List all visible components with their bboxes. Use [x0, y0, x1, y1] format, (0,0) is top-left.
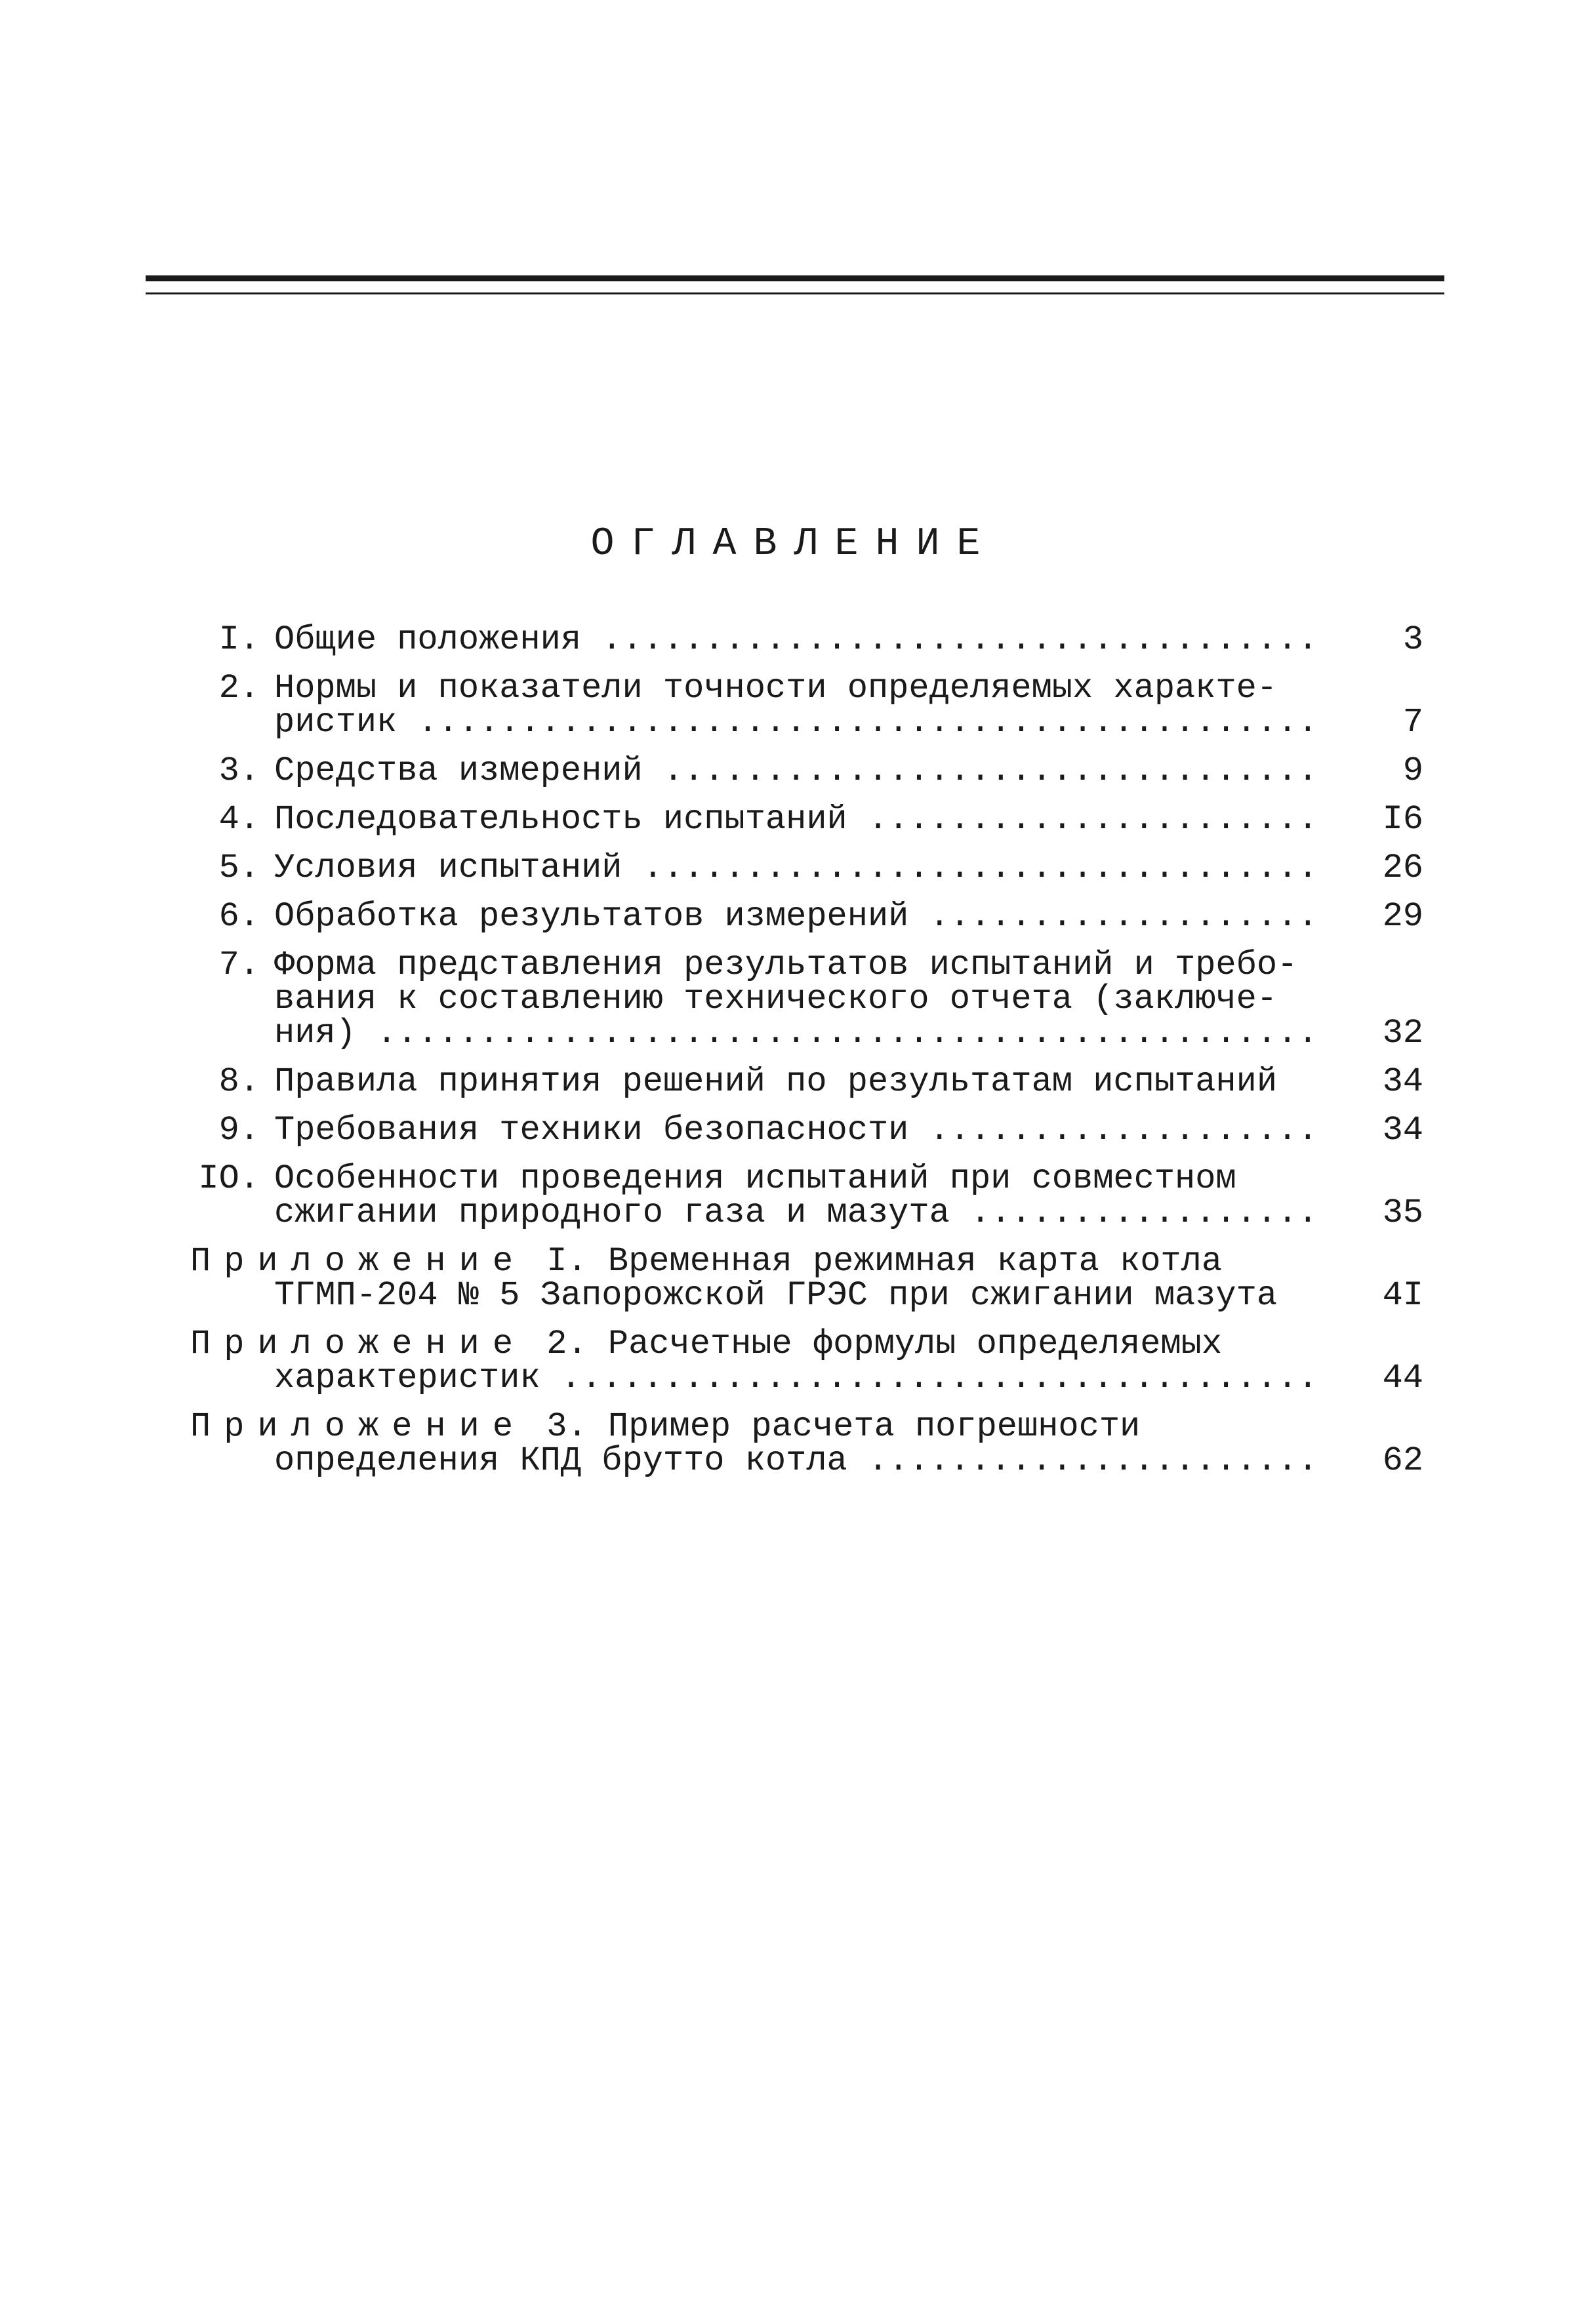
table-of-contents	[190, 620, 1423, 1493]
appendix-page: 44	[1382, 1359, 1423, 1397]
entry-page: 34	[1382, 1111, 1423, 1150]
entry-number: 3.	[218, 751, 260, 790]
entry-number: 6.	[218, 897, 260, 936]
entry-page: 9	[1402, 751, 1423, 790]
appendix-title: Приложение I. Временная режимная карта котла ТГМП-204 № 5 Запорожской ГРЭС при сжигании мазута	[190, 1245, 1311, 1313]
entry-page: 32	[1382, 1014, 1423, 1052]
toc-entry-7[interactable]	[190, 948, 1423, 1051]
toc-entry-9[interactable]	[190, 1113, 1423, 1148]
entry-number: IO.	[198, 1159, 260, 1198]
appendix-page: 62	[1382, 1441, 1423, 1480]
entry-page: 35	[1382, 1193, 1423, 1232]
toc-appendix-2[interactable]	[190, 1327, 1423, 1395]
toc-entry-8[interactable]	[190, 1062, 1423, 1101]
entry-title: Обработка результатов измерений .....	[274, 900, 1311, 934]
toc-entry-4[interactable]	[190, 800, 1423, 839]
entry-title: Правила принятия решений по результатам испытаний	[274, 1065, 1278, 1099]
appendix-label: Приложение	[190, 1327, 527, 1361]
entry-page: 26	[1382, 849, 1423, 887]
entry-number: 8.	[218, 1062, 260, 1101]
toc-entry-2[interactable]	[190, 671, 1423, 740]
entry-title: Последовательность испытаний .....	[274, 803, 1311, 837]
appendix-label: Приложение	[190, 1410, 527, 1444]
toc-entry-6[interactable]	[190, 897, 1423, 936]
toc-entry-5[interactable]	[190, 851, 1423, 885]
toc-appendix-1[interactable]	[190, 1245, 1423, 1313]
entry-title: Особенности проведения испытаний при совместном сжигании природного газа и мазута .....	[274, 1162, 1311, 1230]
entry-page: 29	[1382, 897, 1423, 936]
toc-appendix-3[interactable]	[190, 1410, 1423, 1478]
entry-number: 4.	[218, 800, 260, 839]
toc-entry-3[interactable]	[190, 751, 1423, 790]
entry-number: 2.	[218, 669, 260, 708]
entry-title: Общие положения .....	[274, 623, 1311, 657]
toc-entry-1[interactable]	[190, 620, 1423, 659]
appendix-title: Приложение 2. Расчетные формулы определяемых характеристик .....	[190, 1327, 1311, 1395]
header-rule-thick	[146, 275, 1444, 281]
appendix-title: Приложение 3. Пример расчета погрешности определения КПД брутто котла .....	[190, 1410, 1311, 1478]
entry-title: Нормы и показатели точности определяемых характе- ристик .....	[274, 671, 1311, 740]
entry-page: 7	[1402, 703, 1423, 742]
appendix-label: Приложение	[190, 1245, 527, 1279]
entry-title: Условия испытаний .....	[274, 851, 1311, 885]
header-rule-thin	[146, 292, 1444, 294]
entry-number: 9.	[218, 1111, 260, 1150]
entry-title: Форма представления результатов испытаний и требо- вания к составлению технического отчета (заключе- ния) .....	[274, 948, 1311, 1051]
entry-title: Требования техники безопасности .....	[274, 1113, 1311, 1148]
entry-page: I6	[1382, 800, 1423, 839]
entry-number: 7.	[218, 946, 260, 984]
toc-entry-10[interactable]	[190, 1159, 1423, 1232]
entry-number: 5.	[218, 849, 260, 887]
entry-title: Средства измерений .....	[274, 754, 1311, 788]
entry-page: 34	[1382, 1062, 1423, 1101]
appendix-page: 4I	[1382, 1276, 1423, 1315]
entry-page: 3	[1402, 620, 1423, 659]
toc-title: ОГЛАВЛЕНИЕ	[590, 522, 998, 567]
entry-number: I.	[218, 620, 260, 659]
